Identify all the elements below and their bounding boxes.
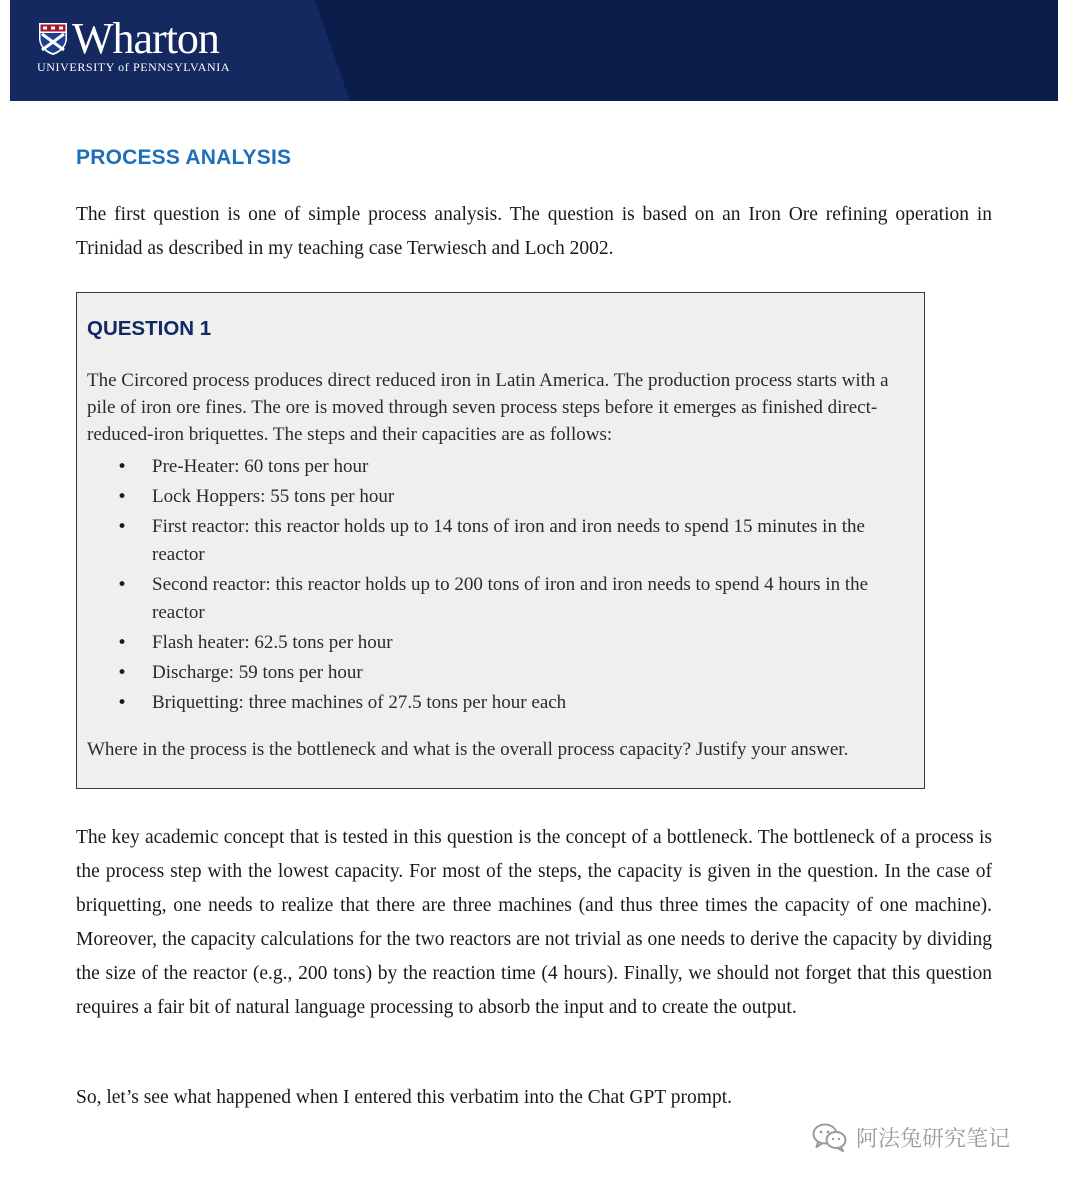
watermark <box>812 1120 1010 1154</box>
header-banner <box>10 0 1058 101</box>
penn-shield-icon <box>38 22 68 56</box>
list-item: • Discharge: 59 tons per hour <box>87 659 907 687</box>
list-item: • Briquetting: three machines of 27.5 tons per hour each <box>87 689 907 717</box>
logo-wordmark: Wharton <box>72 14 219 63</box>
process-steps-list <box>87 453 907 719</box>
question-closing: Where in the process is the bottleneck and what is the overall process capacity? Justify your answer. <box>87 739 849 760</box>
section-title: PROCESS ANALYSIS <box>76 146 292 169</box>
watermark-text: 阿法兔研究笔记 <box>856 1126 1011 1152</box>
list-item: • Lock Hoppers: 55 tons per hour <box>87 483 907 511</box>
question-text: The Circored process produces direct reduced iron in Latin America. The production process starts with a pile of iron ore fines. The ore is moved through seven process steps before it emerges as finished direct-reduced-iron briquettes. The steps and their capacities are as follows: <box>87 370 889 445</box>
intro-paragraph: The first question is one of simple process analysis. The question is based on an Iron Ore refining operation in Trinidad as described in my teaching case Terwiesch and Loch 2002. <box>76 204 992 259</box>
closing-paragraph: So, let’s see what happened when I entered this verbatim into the Chat GPT prompt. <box>76 1087 733 1108</box>
list-item: • Second reactor: this reactor holds up to 200 tons of iron and iron needs to spend 4 hours in the reactor <box>87 571 907 627</box>
logo-subtitle: UNIVERSITY of PENNSYLVANIA <box>37 60 231 74</box>
list-item: • Flash heater: 62.5 tons per hour <box>87 629 907 657</box>
wechat-icon <box>812 1122 848 1152</box>
list-item: • Pre-Heater: 60 tons per hour <box>87 453 907 481</box>
list-item: • First reactor: this reactor holds up to 14 tons of iron and iron needs to spend 15 minutes in the reactor <box>87 513 907 569</box>
wharton-logo[interactable] <box>36 14 246 84</box>
analysis-paragraph: The key academic concept that is tested in this question is the concept of a bottleneck. The bottleneck of a process is the process step with the lowest capacity. For most of the steps, the capacity is given in the question. In the case of briquetting, one needs to realize that there are three machines (and thus three times the capacity of one machine). Moreover, the capacity calculations for the two reactors are not trivial as one needs to derive the capacity by dividing the size of the reactor (e.g., 200 tons) by the reaction time (4 hours). Finally, we should not forget that this question requires a fair bit of natural language processing to absorb the input and to create the output. <box>76 827 992 1018</box>
question-title: QUESTION 1 <box>87 317 212 340</box>
question-box <box>76 292 925 789</box>
